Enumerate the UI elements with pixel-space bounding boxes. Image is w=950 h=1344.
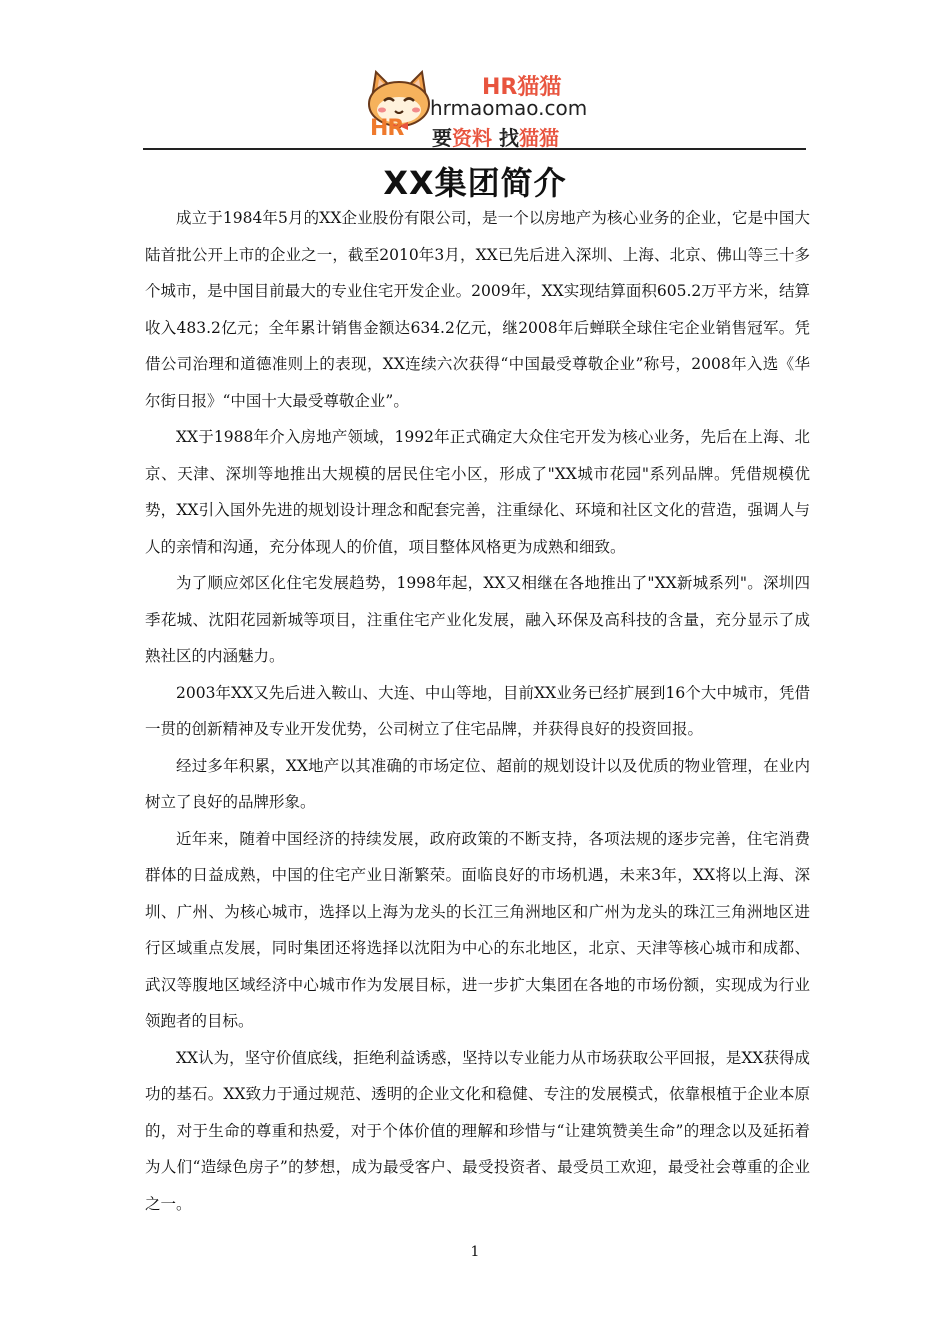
header-divider bbox=[143, 148, 806, 150]
paragraph: 成立于1984年5月的XX企业股份有限公司，是一个以房地产为核心业务的企业，它是中国大陆首批公开上市的企业之一，截至2010年3月，XX已先后进入深圳、上海、北京、佛山等三十多个城市，是中国目前最大的专业住宅开发企业。2009年，XX实现结算面积605.2万平方米，结算收入483.2亿元；全年累计销售金额达634.2亿元，继2008年后蝉联全球住宅企业销售冠军。凭借公司治理和道德准则上的表现，XX连续六次获得“中国最受尊敬企业”称号，2008年入选《华尔街日报》“中国十大最受尊敬企业”。 bbox=[145, 209, 810, 410]
paragraph: 经过多年积累，XX地产以其准确的市场定位、超前的规划设计以及优质的物业管理，在业内树立了良好的品牌形象。 bbox=[145, 756, 810, 811]
brand-slogan bbox=[432, 122, 559, 151]
slogan-highlight-2: 猫猫 bbox=[518, 126, 559, 150]
paragraph: 2003年XX又先后进入鞍山、大连、中山等地，目前XX业务已经扩展到16个大中城市，凭借一贯的创新精神及专业开发优势，公司树立了住宅品牌，并获得良好的投资回报。 bbox=[145, 683, 810, 738]
paragraph: XX于1988年介入房地产领域，1992年正式确定大众住宅开发为核心业务，先后在上海、北京、天津、深圳等地推出大规模的居民住宅小区，形成了"XX城市花园"系列品牌。凭借规模优势，XX引入国外先进的规划设计理念和配套完善，注重绿化、环境和社区文化的营造，强调人与人的亲情和沟通，充分体现人的价值，项目整体风格更为成熟和细致。 bbox=[145, 428, 810, 556]
paragraph: XX认为，坚守价值底线，拒绝利益诱惑，坚持以专业能力从市场获取公平回报，是XX获得成功的基石。XX致力于通过规范、透明的企业文化和稳健、专注的发展模式，依靠根植于企业本原的，对于生命的尊重和热爱，对于个体价值的理解和珍惜与“让建筑赞美生命”的理念以及延拓着为人们“造绿色房子”的梦想，成为最受客户、最受投资者、最受员工欢迎，最受社会尊重的企业之一。 bbox=[145, 1048, 810, 1213]
document-title: XX集团简介 bbox=[383, 164, 567, 202]
document-body bbox=[145, 200, 810, 1222]
page-header bbox=[0, 62, 950, 148]
brand-title: HR猫猫 bbox=[482, 75, 562, 100]
hr-badge-text: HR bbox=[370, 116, 404, 141]
slogan-middle: 找 bbox=[492, 126, 519, 150]
paragraph: 为了顺应郊区化住宅发展趋势，1998年起，XX又相继在各地推出了"XX新城系列"。深圳四季花城、沈阳花园新城等项目，注重住宅产业化发展，融入环保及高科技的含量，充分显示了成熟社区的内涵魅力。 bbox=[145, 574, 810, 665]
slogan-highlight-1: 资料 bbox=[452, 126, 492, 150]
page-number: 1 bbox=[470, 1244, 480, 1260]
brand-url: hrmaomao.com bbox=[430, 96, 588, 120]
slogan-prefix: 要 bbox=[432, 126, 452, 150]
paragraph: 近年来，随着中国经济的持续发展，政府政策的不断支持，各项法规的逐步完善，住宅消费群体的日益成熟，中国的住宅产业日渐繁荣。面临良好的市场机遇，未来3年，XX将以上海、深圳、广州、为核心城市，选择以上海为龙头的长江三角洲地区和广州为龙头的珠江三角洲地区进行区域重点发展，同时集团还将选择以沈阳为中心的东北地区，北京、天津等核心城市和成都、武汉等腹地区域经济中心城市作为发展目标，进一步扩大集团在各地的市场份额，实现成为行业领跑者的目标。 bbox=[145, 829, 810, 1030]
hr-maomao-logo bbox=[352, 68, 602, 148]
